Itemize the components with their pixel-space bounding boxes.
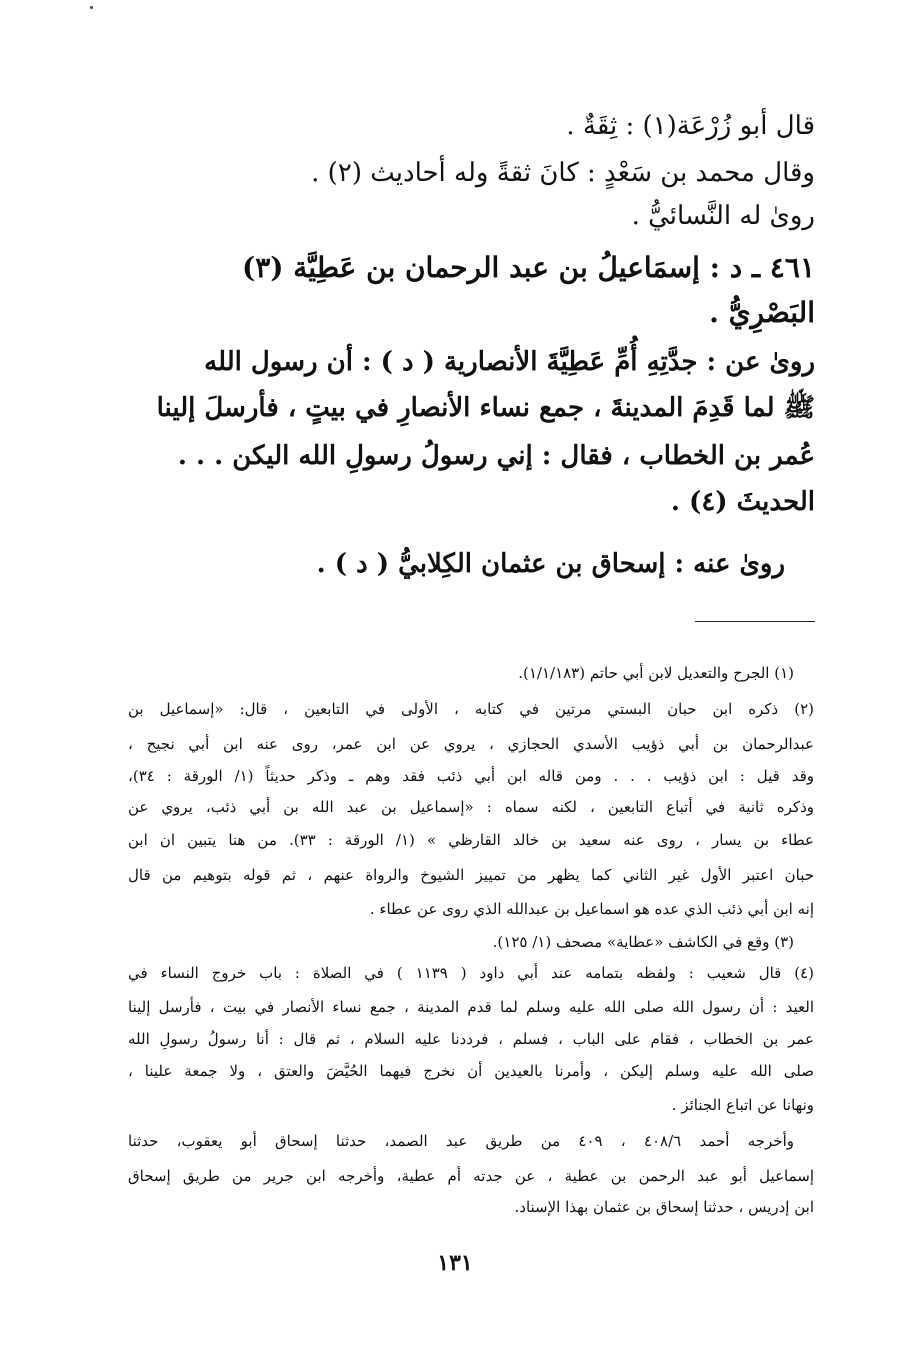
main-line: الحديثَ (٤) . xyxy=(670,487,815,517)
footnote-line: وذكره ثانية في أتباع التابعين ، لكنه سماه : «إسماعيل بن عبد الله بن أبي ذئب، يروي عن xyxy=(128,798,814,816)
footnote-line: إنه ابن أبي ذئب الذي عده هو اسماعيل بن عبدالله الذي روى عن عطاء . xyxy=(369,900,814,918)
footnote-line: عطاء بن يسار ، روى عنه سعيد بن خالد القارظي » (١/ الورقة : ٣٣). من هنا يتبين ان ابن xyxy=(128,831,814,849)
footnote-line: (٢) ذكره ابن حبان البستي مرتين في كتابه ، الأولى في التابعين ، قال: «إسماعيل بن xyxy=(128,700,814,718)
footnote-line: صلى الله عليه وسلم إليكن ، وأمرنا بالعيدين أن نخرج فيهما الحُيَّضَ والعتق ، ولا جمعة علينا ، xyxy=(128,1062,814,1080)
footnote-line: (١) الجرح والتعديل لابن أبي حاتم (١/١/١٨٣). xyxy=(518,664,794,682)
main-line: روىٰ عنه : إسحاق بن عثمان الكِلابيُّ ( د ) . xyxy=(316,549,785,579)
footnote-line: حبان اعتبر الأول غير الثاني كما يظهر من تمييز الشيوخ والرواة عنهم ، ثم قوله بتوهيم من قال xyxy=(128,866,814,884)
footnote-line: وقد قيل : ابن ذؤيب . . . ومن قاله ابن أبي ذئب فقد وهم ـ وذكر حديثاً (١/ الورقة : ٣٤)، xyxy=(128,767,814,785)
main-line: روىٰ له النَّسائيُّ . xyxy=(631,201,815,231)
footnote-line: (٣) وقع في الكاشف «عطاية» مصحف (١/ ١٢٥). xyxy=(492,933,794,951)
entry-heading: ٤٦١ ـ د : إسمَاعيلُ بن عبد الرحمان بن عَطِيَّة (٣) xyxy=(241,251,815,284)
footnote-line: ونهانا عن اتباع الجنائز . xyxy=(671,1096,814,1114)
page-number: ١٣١ xyxy=(437,1250,473,1276)
footnote-line: ابن إدريس ، حدثنا إسحاق بن عثمان بهذا الإسناد. xyxy=(514,1198,814,1216)
entry-heading-continued: البَصْرِيُّ . xyxy=(709,296,815,329)
scan-speck xyxy=(90,6,93,9)
footnote-separator xyxy=(695,621,815,622)
footnote-line: (٤) قال شعيب : ولفظه بتمامه عند أبي داود ( ١١٣٩ ) في الصلاة : باب خروج النساء في xyxy=(128,964,815,982)
main-line: روىٰ عن : جدَّتِهِ أُمِّ عَطِيَّةَ الأنصارية ( د ) : أن رسول الله xyxy=(204,347,815,377)
footnote-line: العيد : أن رسول الله صلى الله عليه وسلم لما قدم المدينة ، جمع نساء الأنصار في بيت ، فأرسل إلينا xyxy=(128,998,814,1016)
footnote-line: إسماعيل أبو عبد الرحمن بن عطية ، عن جدته أم عطية، وأخرجه ابن جرير من طريق إسحاق xyxy=(128,1167,814,1185)
main-line: ﷺ لما قَدِمَ المدينةَ ، جمع نساء الأنصارِ في بيتٍ ، فأرسلَ إلينا xyxy=(156,393,815,423)
main-line: قال أبو زُرْعَة(١) : ثِقَةٌ . xyxy=(566,111,815,141)
footnote-line: عمر بن الخطاب ، فقام على الباب ، فسلم ، فرددنا عليه السلام ، ثم قال : أنا رسولُ رسولِ الله xyxy=(128,1030,814,1048)
main-line: وقال محمد بن سَعْدٍ : كانَ ثقةً وله أحاديث (٢) . xyxy=(311,158,815,188)
footnote-line: عبدالرحمان بن أبي ذؤيب الأسدي الحجازي ، يروي عن ابن عمر، روى عنه ابن أبي نجيح ، xyxy=(128,735,814,753)
main-line: عُمر بن الخطاب ، فقال : إني رسولُ رسولِ الله اليكن . . . xyxy=(177,441,815,471)
footnote-line: وأخرجه أحمد ٤٠٨/٦ ، ٤٠٩ من طريق عبد الصمد، حدثنا إسحاق أبو يعقوب، حدثنا xyxy=(128,1132,794,1150)
